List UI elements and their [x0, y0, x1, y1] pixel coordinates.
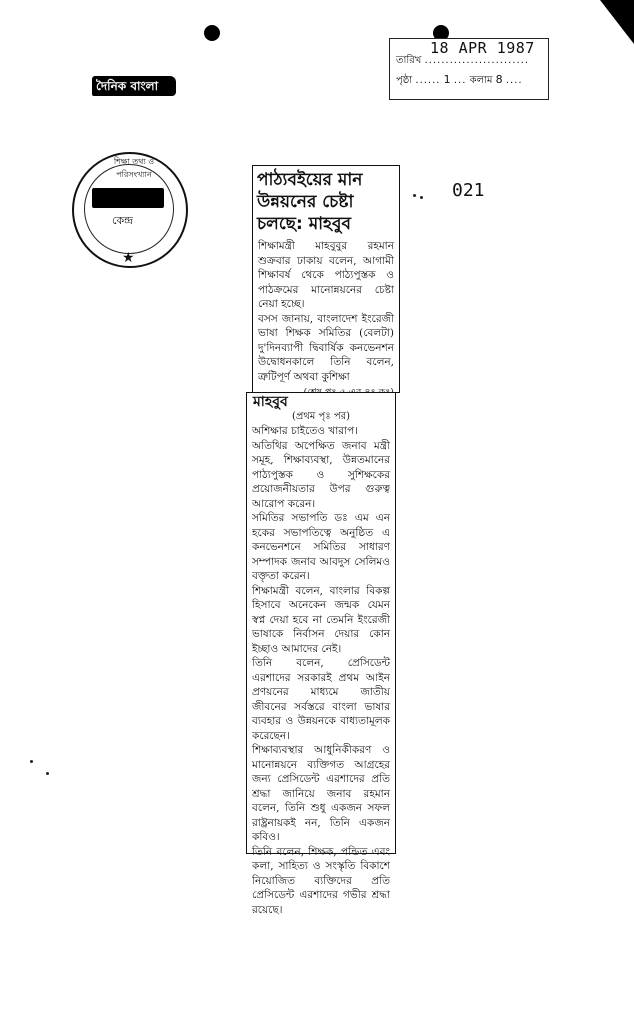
stamp-column-label: কলাম	[469, 75, 493, 86]
news-clipping-part-2	[246, 392, 396, 916]
article-body-2: অশিক্ষার চাইতেও খারাপ। অতিথির অপেক্ষিত জনাব মন্ত্রী সমূহ, শিক্ষাব্যবস্থা, উন্নতমানের পাঠ্যপুস্তক ও সুশিক্ষকের প্রয়োজনীয়তার উপর গুরুত্ব আরোপ করেন। সমিতির সভাপতি ডঃ এম এন হকের সভাপতিত্বে অনুষ্ঠিত এ কনভেনশনে সমিতির সাধারণ সম্পাদক জনাব আবদুস সেলিমও বক্তৃতা করেন। শিক্ষামন্ত্রী বলেন, বাংলার বিকল্প হিসাবে অনেকেন জন্মক যেমন স্বপ্ন দেয়া হবে না তেমনি ইংরেজী ভাষাকে নির্বাসন দেয়ার কোন ইচ্ছাও আমাদের নেই। তিনি বলেন, প্রেসিডেন্ট এরশাদের সরকারই প্রথম আইন প্রণয়নের মাধ্যমে জাতীয় জীবনের সর্বস্তরে বাংলা ভাষার ব্যবহার ও উন্নয়নকে বাধ্যতামূলক করেছেন। শিক্ষাব্যবস্থার আধুনিকীকরণ ও মানোন্নয়নে ব্যক্তিগত আগ্রহের জন্য প্রেসিডেন্ট এরশাদের প্রতি শ্রদ্ধা জানিয়ে জনাব রহমান বলেন, তিনি শুধু একজন সফল রাষ্ট্রনায়কই নন, তিনি একজন কবিও। তিনি বলেন, শিক্ষক, পন্ডিত এবং কলা, সাহিত্য ও সংস্কৃতি বিকাশে নিয়োজিত ব্যক্তিদের প্রতি প্রেসিডেন্ট এরশাদের গভীর শ্রদ্ধা রয়েছে।	[252, 425, 390, 916]
stamp-page-label: পৃষ্ঠা	[396, 75, 413, 86]
page-corner-fold	[600, 0, 634, 44]
news-clipping-part-1	[252, 165, 400, 393]
continuation-subheading: (প্রথম পৃঃ পর)	[291, 410, 351, 422]
seal-sub-text: কেন্দ্র	[112, 214, 134, 227]
punch-hole-left	[204, 25, 220, 41]
article-body-1: শিক্ষামন্ত্রী মাহবুবুর রহমান শুক্রবার ঢাকায় বলেন, আগামী শিক্ষাবর্ষ থেকে পাঠ্যপুস্তক ও পাঠক্রমের মানোন্নয়নের চেষ্টা নেয়া হচ্ছে। বসস জানায়, বাংলাদেশ ইংরেজী ভাষা শিক্ষক সমিতির (বেলটা) দু'দিনব্যাপী দ্বিবার্ষিক কনভেনশন উদ্বোধনকালে তিনি বলেন, ত্রুটিপূর্ণ অথবা কুশিক্ষা	[258, 240, 394, 383]
date-stamp	[389, 38, 549, 100]
library-seal	[72, 152, 188, 268]
dotted-line: .........................	[424, 55, 529, 66]
ink-speck	[30, 760, 33, 763]
article-headline: পাঠ্যবইয়ের মান উন্নয়নের চেষ্টা চলছে: মাহবুব	[257, 170, 363, 234]
stamp-page-row: পৃষ্ঠা ...... 1 ... কলাম 8 ....	[396, 73, 523, 86]
continuation-heading: মাহবুব	[253, 394, 288, 410]
stamp-date: 18 APR 1987	[430, 39, 535, 57]
ink-speck	[46, 772, 49, 775]
seal-band	[92, 188, 164, 208]
reference-number: 021	[452, 180, 485, 201]
newspaper-name: দৈনিক বাংলা	[96, 79, 159, 93]
ink-speck	[413, 194, 416, 197]
ink-speck	[420, 196, 423, 199]
stamp-date-label: তারিখ	[396, 55, 422, 66]
stamp-column-value: 8	[495, 73, 503, 86]
stamp-page-value: 1	[443, 73, 451, 86]
star-icon: ★	[122, 250, 135, 266]
seal-org-text: শিক্ষা তথ্য ও পরিসংখ্যান	[113, 157, 155, 179]
stamp-date-row	[396, 53, 529, 70]
